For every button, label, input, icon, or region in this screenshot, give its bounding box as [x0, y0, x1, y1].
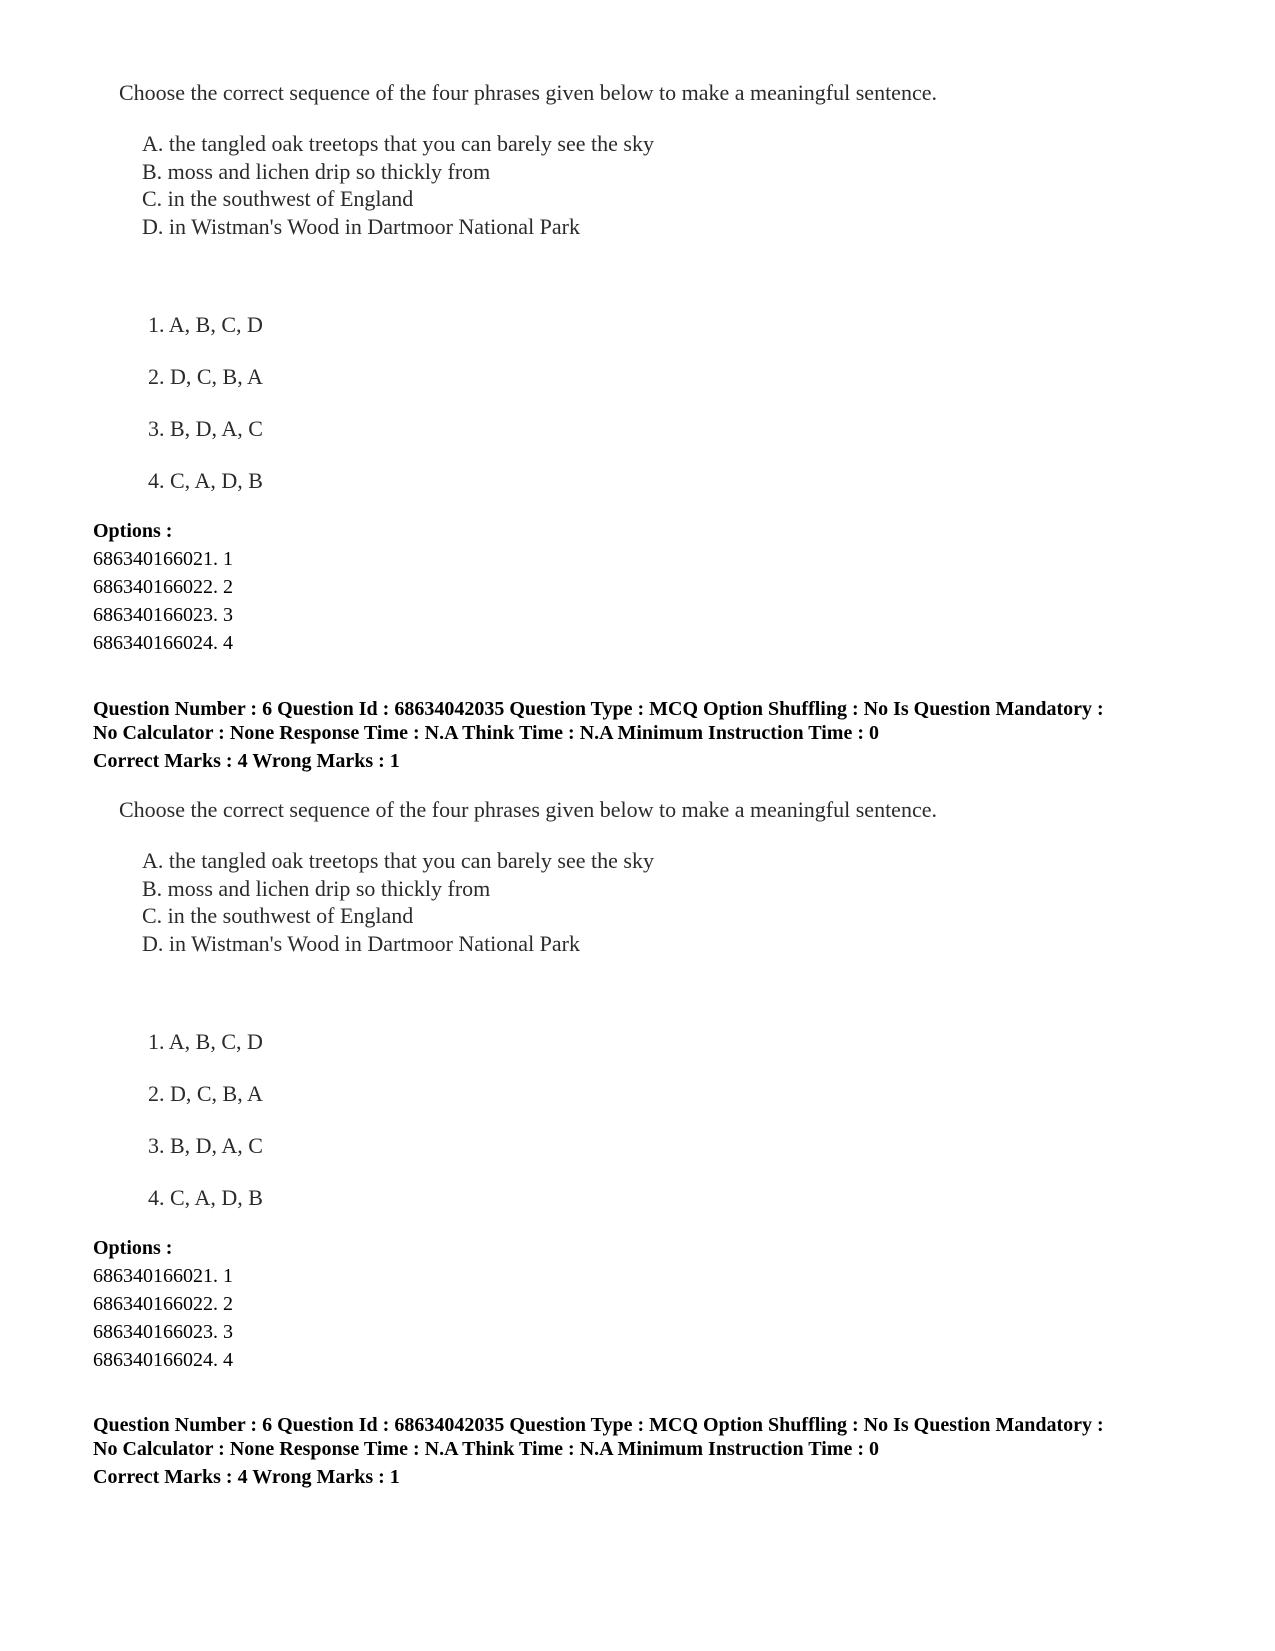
phrase-list — [142, 847, 654, 957]
phrase-b: B. moss and lichen drip so thickly from — [142, 158, 491, 184]
choice-1: 1. A, B, C, D — [148, 312, 263, 337]
question-prompt: Choose the correct sequence of the four phrases given below to make a meaningful sentence. — [119, 80, 937, 105]
phrase-c: C. in the southwest of England — [142, 186, 414, 211]
choice-2: 2. D, C, B, A — [148, 364, 263, 389]
options-label: Options : — [93, 1237, 173, 1259]
choice-3: 3. B, D, A, C — [148, 1133, 263, 1158]
option-id-3: 686340166023. 3 — [93, 604, 233, 626]
phrase-d: D. in Wistman's Wood in Dartmoor National Park — [142, 213, 581, 239]
phrase-list — [142, 130, 654, 240]
options-label: Options : — [93, 520, 173, 542]
option-id-3: 686340166023. 3 — [93, 1321, 233, 1343]
phrase-a: A. the tangled oak treetops that you can barely see the sky — [142, 131, 654, 156]
metadata-line-2: No Calculator : None Response Time : N.A Think Time : N.A Minimum Instruction Time : 0 — [93, 1438, 879, 1460]
choice-4: 4. C, A, D, B — [148, 468, 263, 493]
choice-1: 1. A, B, C, D — [148, 1029, 263, 1054]
phrase-d: D. in Wistman's Wood in Dartmoor National Park — [142, 930, 581, 956]
choice-3: 3. B, D, A, C — [148, 416, 263, 441]
option-id-1: 686340166021. 1 — [93, 1265, 233, 1287]
marks-line: Correct Marks : 4 Wrong Marks : 1 — [93, 750, 400, 772]
option-id-2: 686340166022. 2 — [93, 1293, 233, 1315]
option-id-1: 686340166021. 1 — [93, 548, 233, 570]
phrase-a: A. the tangled oak treetops that you can barely see the sky — [142, 848, 654, 873]
question-prompt: Choose the correct sequence of the four phrases given below to make a meaningful sentence. — [119, 797, 937, 822]
question-metadata — [93, 1413, 1213, 1489]
metadata-line-2: No Calculator : None Response Time : N.A Think Time : N.A Minimum Instruction Time : 0 — [93, 722, 879, 744]
metadata-line-1: Question Number : 6 Question Id : 68634042035 Question Type : MCQ Option Shuffling : No Is Question Mandatory : — [93, 1414, 1104, 1436]
marks-line: Correct Marks : 4 Wrong Marks : 1 — [93, 1466, 400, 1488]
option-id-4: 686340166024. 4 — [93, 1349, 233, 1371]
option-id-4: 686340166024. 4 — [93, 632, 233, 654]
option-id-2: 686340166022. 2 — [93, 576, 233, 598]
question-metadata — [93, 697, 1213, 773]
phrase-b: B. moss and lichen drip so thickly from — [142, 875, 491, 901]
choice-4: 4. C, A, D, B — [148, 1185, 263, 1210]
metadata-line-1: Question Number : 6 Question Id : 68634042035 Question Type : MCQ Option Shuffling : No Is Question Mandatory : — [93, 698, 1104, 720]
choice-2: 2. D, C, B, A — [148, 1081, 263, 1106]
phrase-c: C. in the southwest of England — [142, 903, 414, 928]
